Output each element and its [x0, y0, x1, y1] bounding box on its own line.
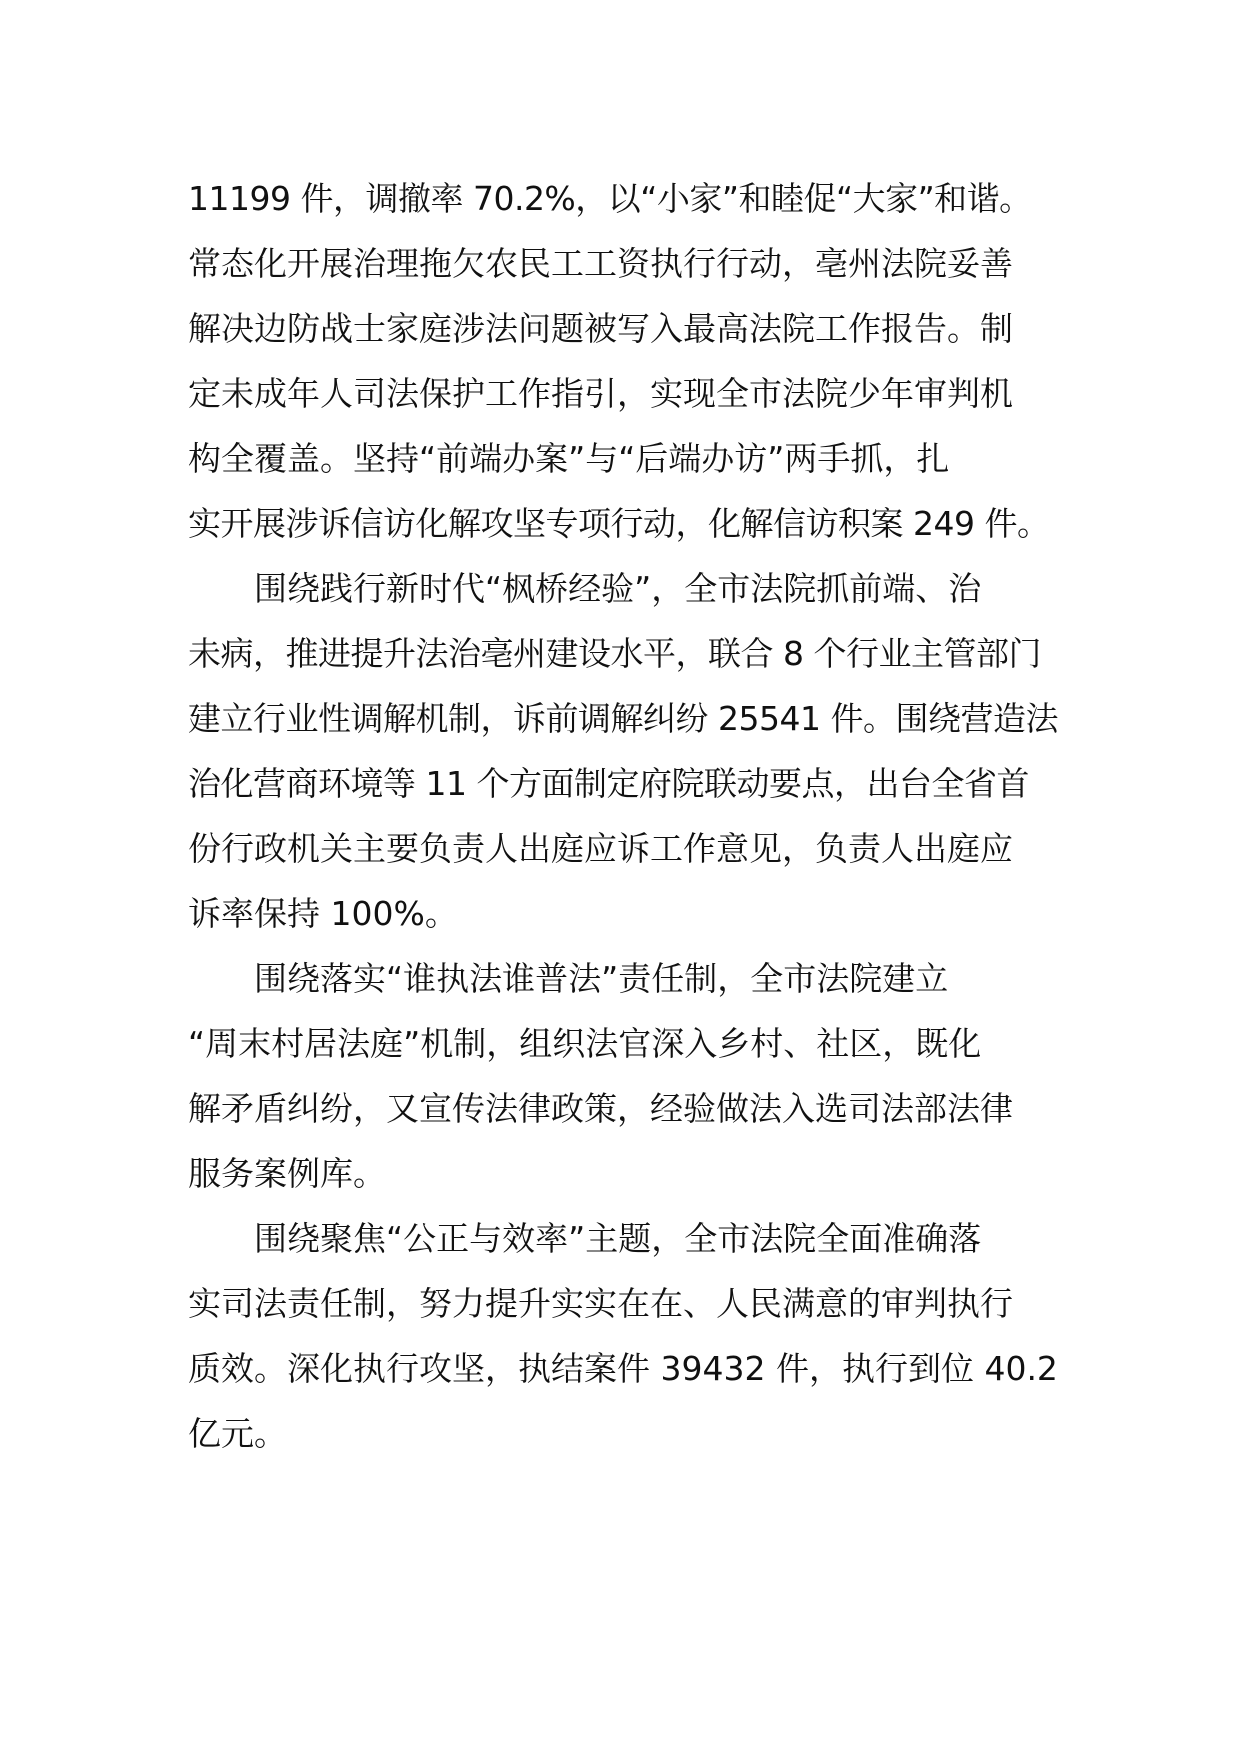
text-line: “周末村居法庭”机制，组织法官深入乡村、社区，既化	[188, 1024, 982, 1063]
text-line: 解矛盾纠纷，又宣传法律政策，经验做法入选司法部法律	[188, 1089, 1013, 1128]
text-line: 治化营商环境等 11 个方面制定府院联动要点，出台全省首	[188, 764, 1029, 803]
paragraph-first-line: 围绕落实“谁执法谁普法”责任制，全市法院建立	[254, 959, 949, 998]
text-line: 未病，推进提升法治亳州建设水平，联合 8 个行业主管部门	[188, 634, 1041, 673]
paragraph-first-line: 围绕践行新时代“枫桥经验”，全市法院抓前端、治	[254, 569, 982, 608]
paragraph-first-line: 围绕聚焦“公正与效率”主题，全市法院全面准确落	[254, 1219, 982, 1258]
text-line: 11199 件，调撤率 70.2%，以“小家”和睦促“大家”和谐。	[188, 179, 1032, 218]
text-line: 质效。深化执行攻坚，执结案件 39432 件，执行到位 40.2	[188, 1349, 1058, 1388]
body-text	[188, 166, 1068, 1466]
text-line: 实司法责任制，努力提升实实在在、人民满意的审判执行	[188, 1284, 1013, 1323]
text-line: 份行政机关主要负责人出庭应诉工作意见，负责人出庭应	[188, 829, 1013, 868]
text-line: 实开展涉诉信访化解攻坚专项行动，化解信访积案 249 件。	[188, 504, 1050, 543]
text-line: 常态化开展治理拖欠农民工工资执行行动，亳州法院妥善	[188, 244, 1013, 283]
text-line: 解决边防战士家庭涉法问题被写入最高法院工作报告。制	[188, 309, 1013, 348]
text-line: 定未成年人司法保护工作指引，实现全市法院少年审判机	[188, 374, 1013, 413]
text-line: 服务案例库。	[188, 1154, 386, 1193]
text-line: 亿元。	[188, 1414, 287, 1453]
text-line: 建立行业性调解机制，诉前调解纠纷 25541 件。围绕营造法	[188, 699, 1058, 738]
text-line: 诉率保持 100%。	[188, 894, 458, 933]
text-line: 构全覆盖。坚持“前端办案”与“后端办访”两手抓，扎	[188, 439, 950, 478]
